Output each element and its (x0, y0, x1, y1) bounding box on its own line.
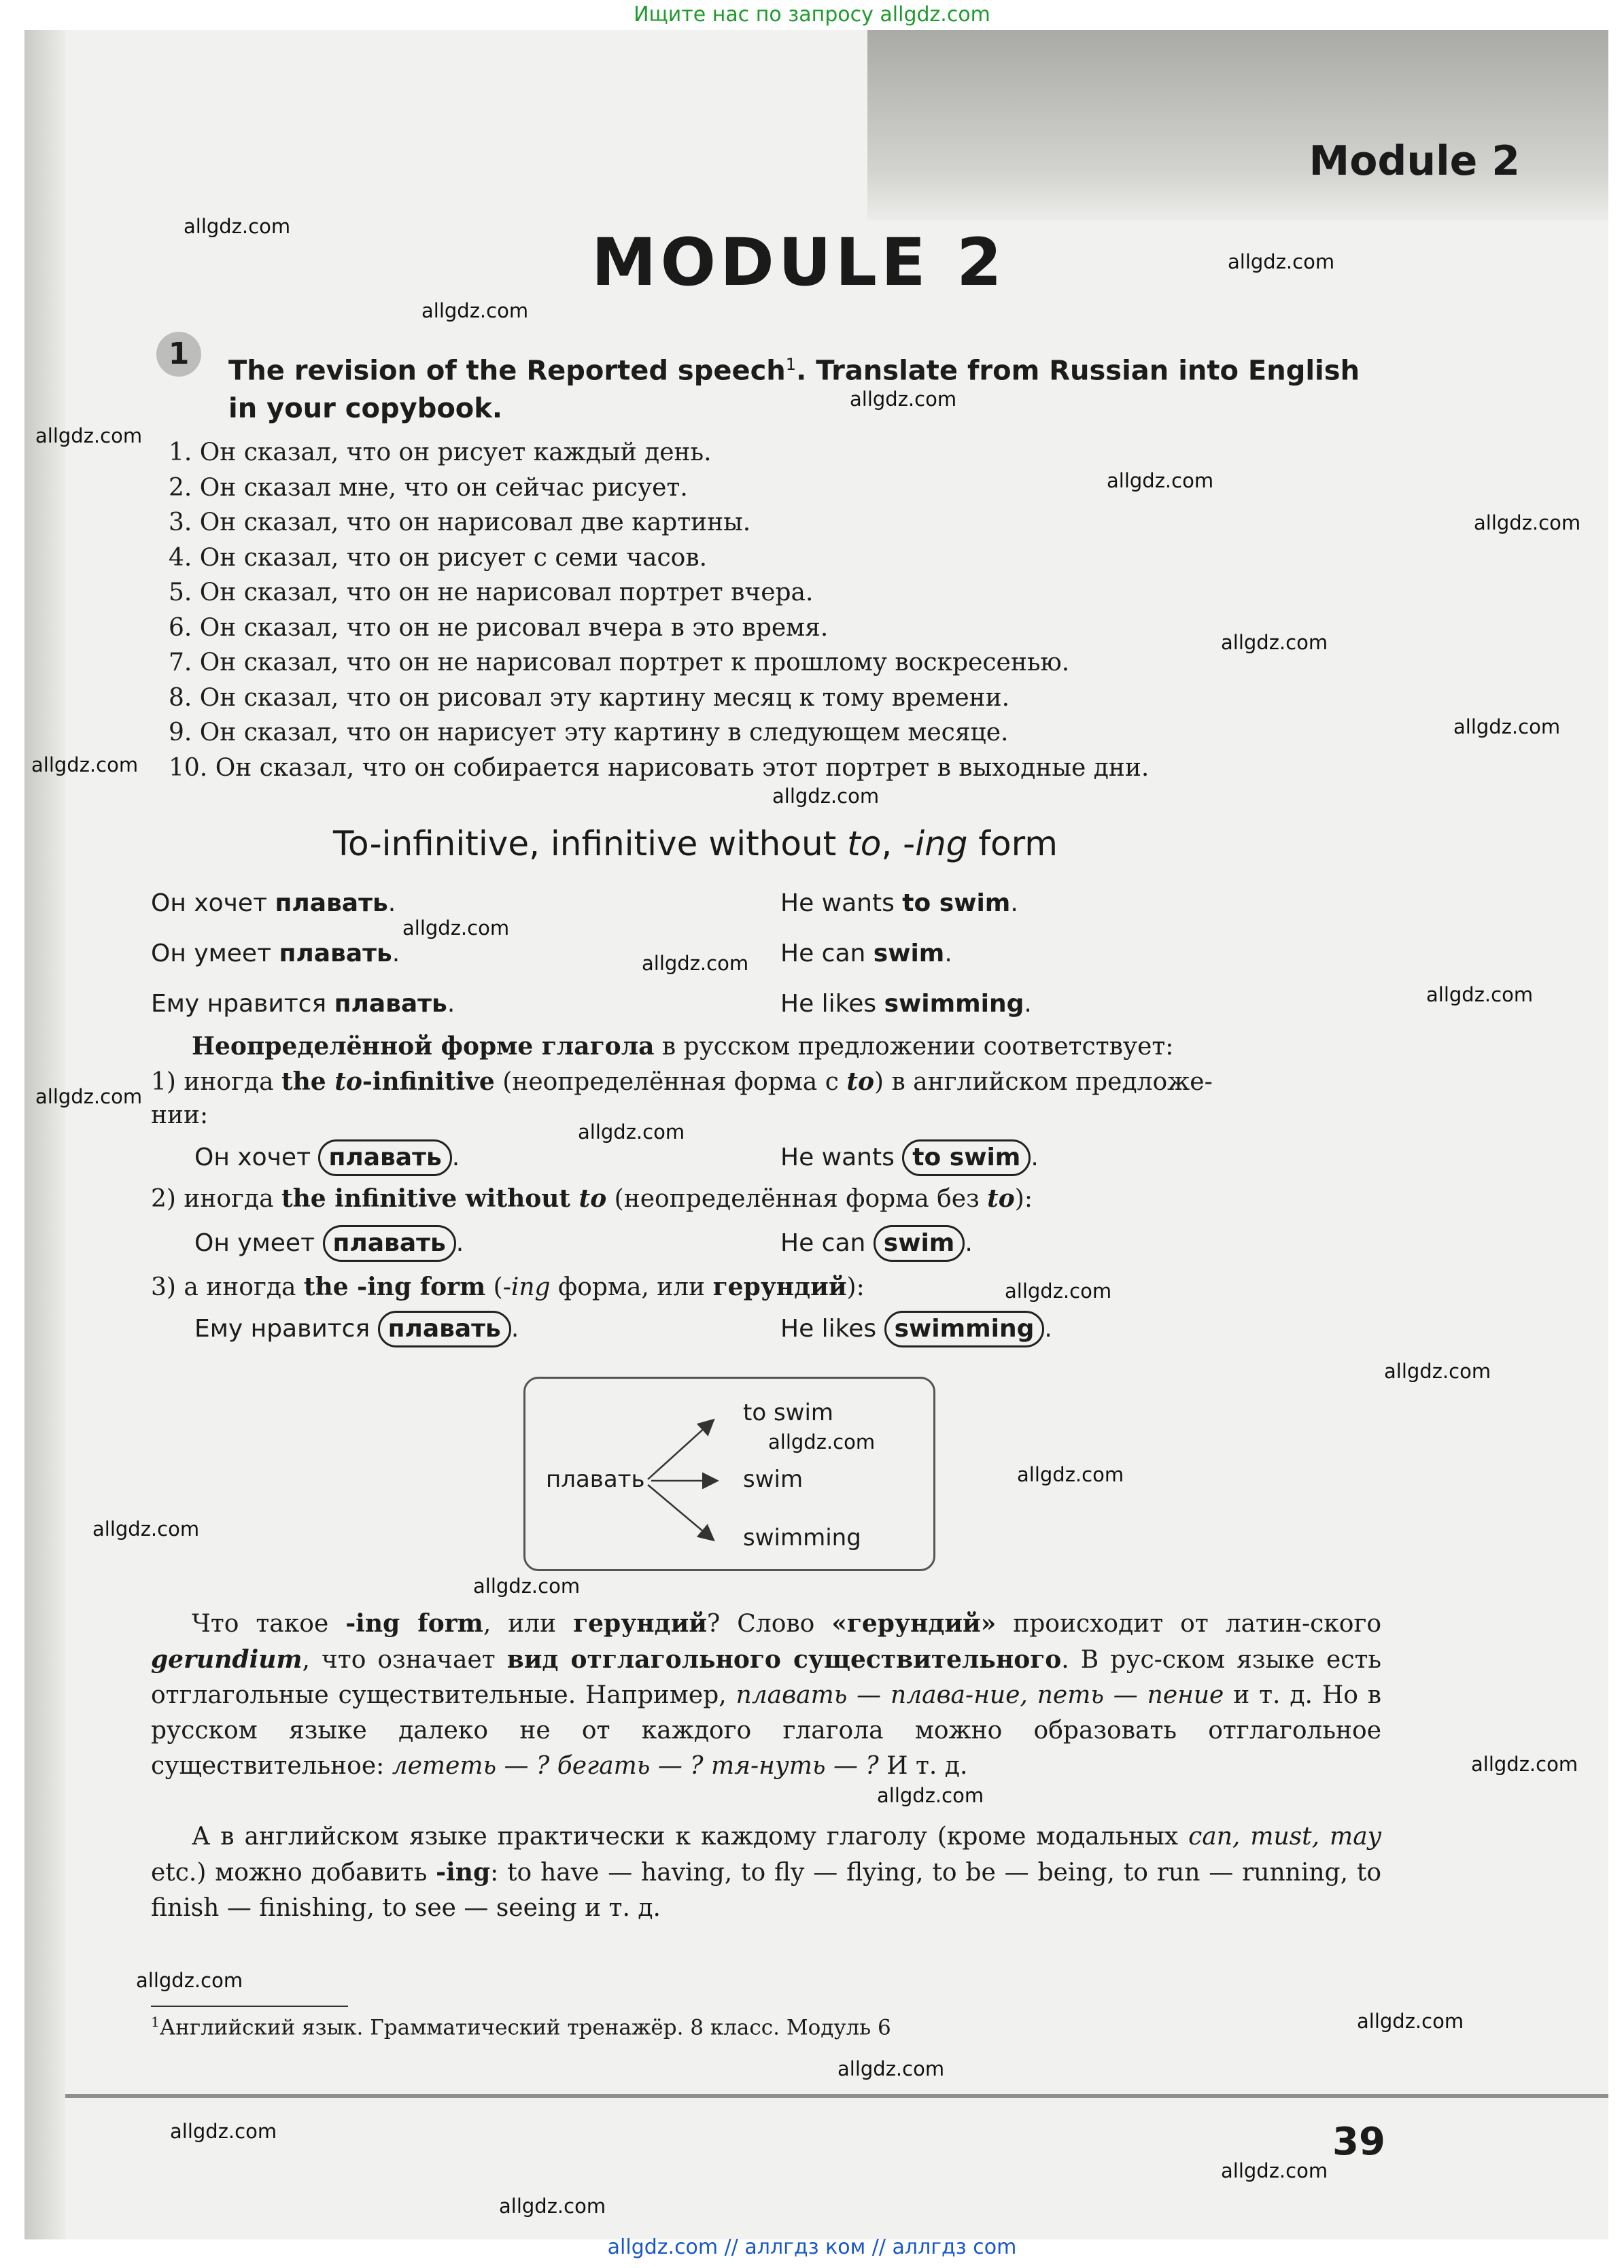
watermark[interactable]: allgdz.com (421, 299, 529, 322)
watermark[interactable]: allgdz.com (1228, 250, 1335, 273)
watermark[interactable]: allgdz.com (877, 1784, 984, 1807)
highlight-oval: плавать (323, 1225, 456, 1262)
rule-1: 1) иногда the to-infinitive (неопределённая форма с to) в английском предложе- (151, 1067, 1213, 1096)
gerund-paragraph: Что такое -ing form, или герундий? Слово «герундий» происходит от латин-ского gerundium, что означает вид отглагольного существительного. В рус-ском языке есть отглагольные существительные. Например, плавать — плава-ние, петь — пение и т. д. Но в русском языке далеко не от каждого глагола можно образовать отглагольное существительное: лететь — ? бегать — ? тя-нуть — ? И т. д. (151, 1609, 1382, 1780)
watermark[interactable]: allgdz.com (1221, 631, 1328, 654)
rule-intro: Неопределённой форме глагола в русском предложении соответствует: (192, 1032, 1174, 1061)
watermark[interactable]: allgdz.com (1471, 1753, 1578, 1776)
watermark[interactable]: allgdz.com (768, 1430, 876, 1454)
highlight-oval: to swim (902, 1139, 1031, 1176)
sentence-item: 1. Он сказал, что он рисует каждый день. (169, 439, 712, 466)
rule-3-example-en: He likes swimming . (780, 1311, 1052, 1347)
watermark[interactable]: allgdz.com (578, 1120, 685, 1144)
footnote-rule (151, 2006, 348, 2007)
sentence-item: 3. Он сказал, что он нарисовал две картины. (169, 509, 751, 536)
exercise-instructions: The revision of the Reported speech$^1$. Translate from Russian into English in your copybook. (228, 355, 1360, 425)
sentence-item: 4. Он сказал, что он рисует с семи часов. (169, 543, 708, 572)
watermark[interactable]: allgdz.com (92, 1517, 200, 1541)
diagram-target: swim (743, 1466, 804, 1493)
highlight-oval: плавать (318, 1139, 451, 1176)
highlight-oval: swimming (884, 1311, 1045, 1347)
diagram-target: to swim (743, 1399, 834, 1426)
watermark[interactable]: allgdz.com (1426, 983, 1534, 1006)
rule-1-example-ru: Он хочет плавать . (194, 1139, 460, 1176)
sentence-item: 10. Он сказал, что он собирается нарисовать этот портрет в выходные дни. (169, 753, 1150, 782)
watermark[interactable]: allgdz.com (136, 1969, 243, 1992)
watermark[interactable]: allgdz.com (35, 424, 143, 447)
example-en: He likes swimming. (780, 990, 1032, 1018)
example-ru: Он хочет плавать. (151, 889, 396, 917)
sentence-item: 5. Он сказал, что он не нарисовал портрет вчера. (169, 579, 814, 606)
watermark[interactable]: allgdz.com (1453, 715, 1561, 738)
bottom-rule (65, 2094, 1608, 2098)
watermark[interactable]: allgdz.com (1005, 1279, 1112, 1303)
sentence-list (169, 435, 1149, 785)
example-en: He wants to swim. (780, 889, 1018, 917)
sentence-item: 7. Он сказал, что он не нарисовал портрет к прошлому воскресенью. (169, 649, 1070, 676)
watermark[interactable]: allgdz.com (499, 2195, 606, 2218)
watermark[interactable]: allgdz.com (837, 2057, 945, 2080)
rule-2: 2) иногда the infinitive without to (неопределённая форма без to): (151, 1184, 1033, 1213)
watermark[interactable]: allgdz.com (473, 1575, 581, 1598)
header-band (867, 30, 1608, 220)
page-number: 39 (1332, 2120, 1385, 2164)
section-heading: To-infinitive, infinitive without to, -ing form (333, 824, 1058, 863)
diagram-target: swimming (743, 1524, 861, 1551)
highlight-oval: swim (874, 1225, 965, 1262)
watermark[interactable]: allgdz.com (35, 1085, 143, 1108)
sentence-item: 6. Он сказал, что он не рисовал вчера в это время. (169, 613, 829, 642)
watermark[interactable]: allgdz.com (1357, 2010, 1464, 2033)
watermark[interactable]: allgdz.com (1474, 511, 1581, 534)
footnote-marker: 1 (785, 355, 797, 374)
exercise-number-badge: 1 (156, 332, 201, 377)
rule-3: 3) а иногда the -ing form (-ing форма, или герундий): (151, 1273, 865, 1301)
watermark[interactable]: allgdz.com (642, 952, 749, 975)
page-gutter-shadow (24, 30, 65, 2239)
diagram-source: плавать (546, 1466, 645, 1493)
example-ru: Он умеет плавать. (151, 940, 400, 967)
rule-1-example-en: He wants to swim . (780, 1139, 1039, 1176)
example-en: He can swim. (780, 940, 952, 967)
footnote: $^1$Английский язык. Грамматический тренажёр. 8 класс. Модуль 6 (151, 2014, 891, 2040)
watermark[interactable]: allgdz.com (31, 753, 139, 776)
bottom-watermark-banner[interactable]: allgdz.com // аллгдз ком // аллгдз com (607, 2235, 1017, 2259)
watermark[interactable]: allgdz.com (1384, 1360, 1491, 1383)
watermark[interactable]: allgdz.com (1107, 469, 1214, 492)
arrow-to-swim (648, 1421, 712, 1479)
module-label: Module 2 (1309, 137, 1520, 185)
example-ru: Ему нравится плавать. (151, 990, 455, 1018)
arrow-swimming (648, 1485, 712, 1539)
top-watermark-banner[interactable]: Ищите нас по запросу allgdz.com (634, 3, 990, 27)
watermark[interactable]: allgdz.com (402, 916, 510, 940)
highlight-oval: плавать (378, 1311, 511, 1347)
watermark[interactable]: allgdz.com (1017, 1463, 1124, 1486)
sentence-item: 8. Он сказал, что он рисовал эту картину месяц к тому времени. (169, 683, 1010, 712)
rule-3-example-ru: Ему нравится плавать . (194, 1311, 519, 1347)
rule-2-example-ru: Он умеет плавать . (194, 1225, 464, 1262)
rule-1-cont: нии: (151, 1101, 209, 1129)
sentence-item: 2. Он сказал мне, что он сейчас рисует. (169, 473, 688, 502)
rule-2-example-en: He can swim . (780, 1225, 973, 1262)
watermark[interactable]: allgdz.com (170, 2120, 277, 2143)
watermark[interactable]: allgdz.com (1221, 2159, 1328, 2182)
form-diagram (523, 1377, 935, 1571)
watermark[interactable]: allgdz.com (772, 785, 880, 808)
sentence-item: 9. Он сказал, что он нарисует эту картину в следующем месяце. (169, 719, 1009, 746)
watermark[interactable]: allgdz.com (850, 388, 957, 411)
watermark[interactable]: allgdz.com (184, 215, 291, 238)
page-title: MODULE 2 (591, 224, 1006, 300)
ing-paragraph: А в английском языке практически к каждому глаголу (кроме модальных can, must, may etc.) можно добавить -ing: to have — having, to fly — flying, to be — being, to run — running, to finish — finishing, to see — seeing и т. д. (151, 1823, 1381, 1922)
